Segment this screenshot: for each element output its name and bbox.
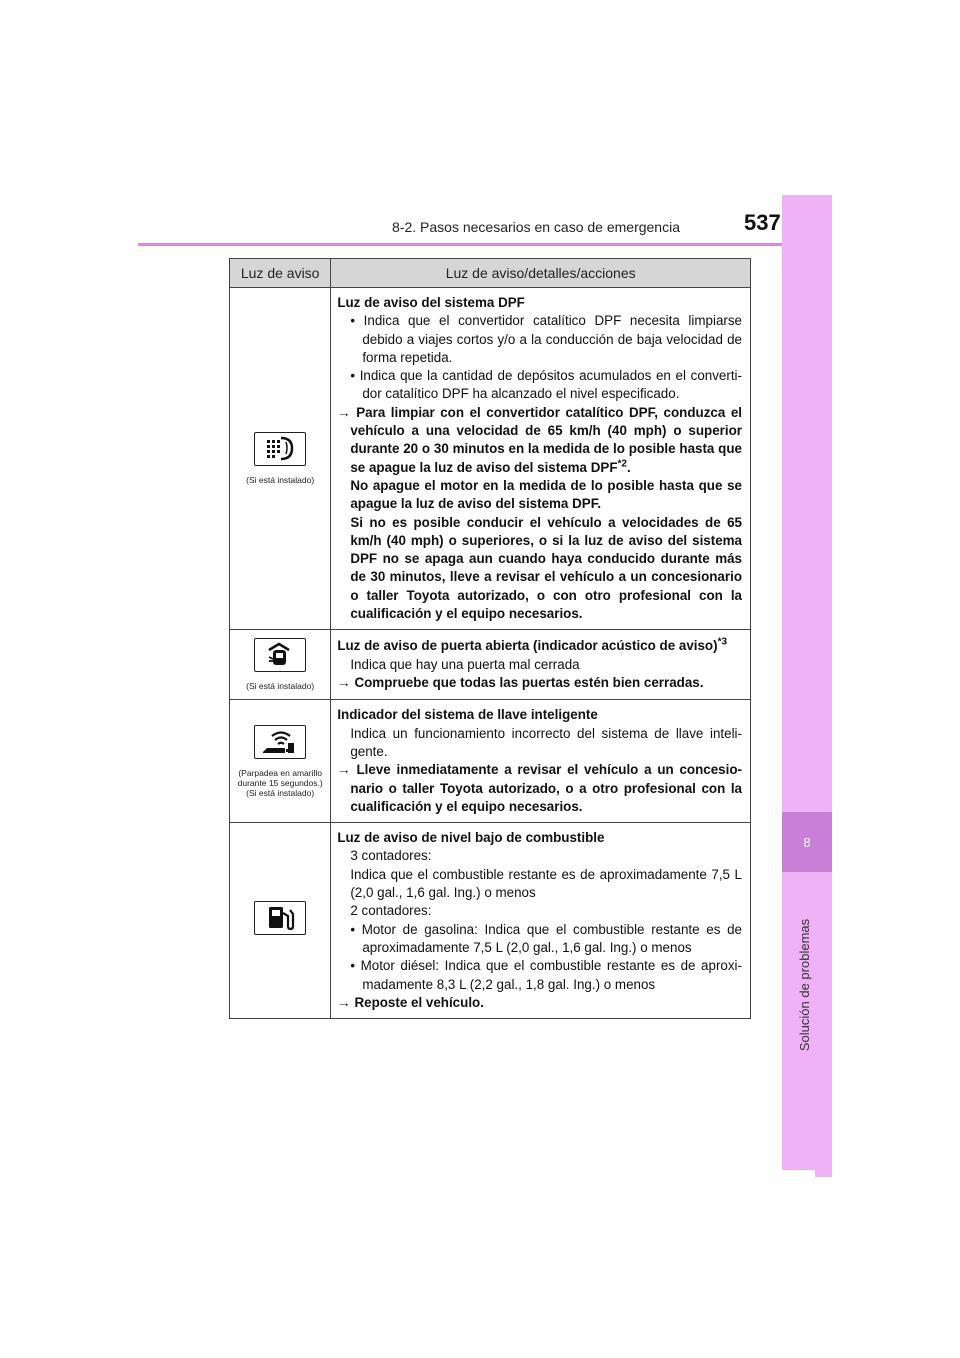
icon-cell: [230, 823, 331, 1019]
icon-note: (Parpadea en amarillo durante 15 segundos.): [237, 767, 323, 788]
header-rule: [138, 243, 832, 246]
bullet-text: • Motor diésel: Indica que el combustible restante es de aproximadamente 8,3 L (2,2 gal., 1,8 gal. Ing.) o menos: [350, 958, 742, 992]
description-cell: [331, 630, 751, 700]
description-text: 2 contadores:: [350, 903, 432, 919]
icon-cell: [230, 288, 331, 630]
smart-key-icon: [254, 725, 306, 759]
table-row: [230, 630, 751, 700]
action-text: → Para limpiar con el convertidor catalítico DPF, conduzca el vehículo a una velocidad de 65 km/h (40 mph) o superior durante 20 o 30 minutos en la medida de lo posible hasta que se apague la luz de aviso del sistema DPF$^{*2}$.: [337, 404, 742, 475]
arrow-icon: →: [337, 674, 351, 690]
table-row: [230, 700, 751, 823]
description-cell: [331, 288, 751, 630]
description-text: 3 contadores:: [350, 848, 432, 864]
description-text: Indica un funcionamiento incorrecto del sistema de llave inteligente.: [350, 725, 742, 759]
warning-lights-table: [229, 258, 751, 1019]
section-title: 8-2. Pasos necesarios en caso de emergencia: [392, 219, 680, 235]
door-open-icon: [254, 638, 306, 672]
bullet-text: • Indica que la cantidad de depósitos acumulados en el convertidor catalítico DPF ha alcanzado el nivel especificado.: [350, 368, 742, 402]
action-text: → Reposte el vehículo.: [337, 994, 484, 1010]
warning-title: Luz de aviso de nivel bajo de combustible: [337, 830, 605, 846]
icon-cell: [230, 630, 331, 700]
table-row: [230, 823, 751, 1019]
description-cell: [331, 823, 751, 1019]
column-header: Luz de aviso/detalles/acciones: [331, 259, 751, 288]
bullet-text: • Motor de gasolina: Indica que el combustible restante es de aproximadamente 7,5 L (2,0 gal., 1,6 gal. Ing.) o menos: [350, 921, 742, 955]
column-header: Luz de aviso: [230, 259, 331, 288]
table-row: [230, 288, 751, 630]
bullet-text: • Indica que el convertidor catalítico DPF necesita limpiarse debido a viajes cortos y/o a la conducción de baja velocidad de forma repetida.: [350, 313, 742, 365]
action-text: → Lleve inmediatamente a revisar el vehículo a un concesionario o taller Toyota autorizado, o a otro profesional con la cualificación y el equipo necesarios.: [337, 762, 742, 814]
chapter-label: Solución de problemas: [797, 918, 812, 1052]
arrow-icon: →: [337, 762, 351, 778]
chapter-number: 8: [782, 812, 832, 872]
table-header-row: [230, 259, 751, 288]
side-tab-notch: [815, 1170, 832, 1177]
warning-title: Luz de aviso de puerta abierta (indicador acústico de aviso)$^{*3}$: [337, 636, 728, 654]
footnote-mark: *3: [717, 636, 728, 648]
icon-note: (Si está instalado): [246, 681, 315, 692]
description-text: Indica que hay una puerta mal cerrada: [350, 656, 580, 672]
dpf-warning-icon: [254, 432, 306, 466]
warning-title: Indicador del sistema de llave inteligente: [337, 707, 598, 723]
icon-note: (Si está instalado): [246, 787, 315, 798]
action-text: No apague el motor en la medida de lo posible hasta que se apague la luz de aviso del sistema DPF.: [350, 477, 742, 512]
action-text: → Compruebe que todas las puertas estén bien cerradas.: [337, 674, 704, 690]
footnote-mark: *2: [617, 458, 627, 470]
action-text: Si no es posible conducir el vehículo a velocidades de 65 km/h (40 mph) o superiores, o si la luz de aviso del sistema DPF no se apaga aun cuando haya conducido durante más de 30 minutos, lleve a revisar el vehículo a un concesionario o taller Toyota autorizado, o con otro profesional con la cualificación y el equipo necesarios.: [350, 514, 742, 622]
warning-title: Luz de aviso del sistema DPF: [337, 295, 525, 310]
description-cell: [331, 700, 751, 823]
arrow-icon: →: [337, 404, 351, 420]
page-number: 537: [744, 210, 781, 235]
icon-note: (Si está instalado): [246, 475, 315, 486]
arrow-icon: →: [337, 994, 351, 1010]
icon-cell: [230, 700, 331, 823]
fuel-pump-icon: [254, 901, 306, 935]
description-text: Indica que el combustible restante es de aproximadamente 7,5 L (2,0 gal., 1,6 gal. Ing.) o menos: [350, 866, 742, 901]
